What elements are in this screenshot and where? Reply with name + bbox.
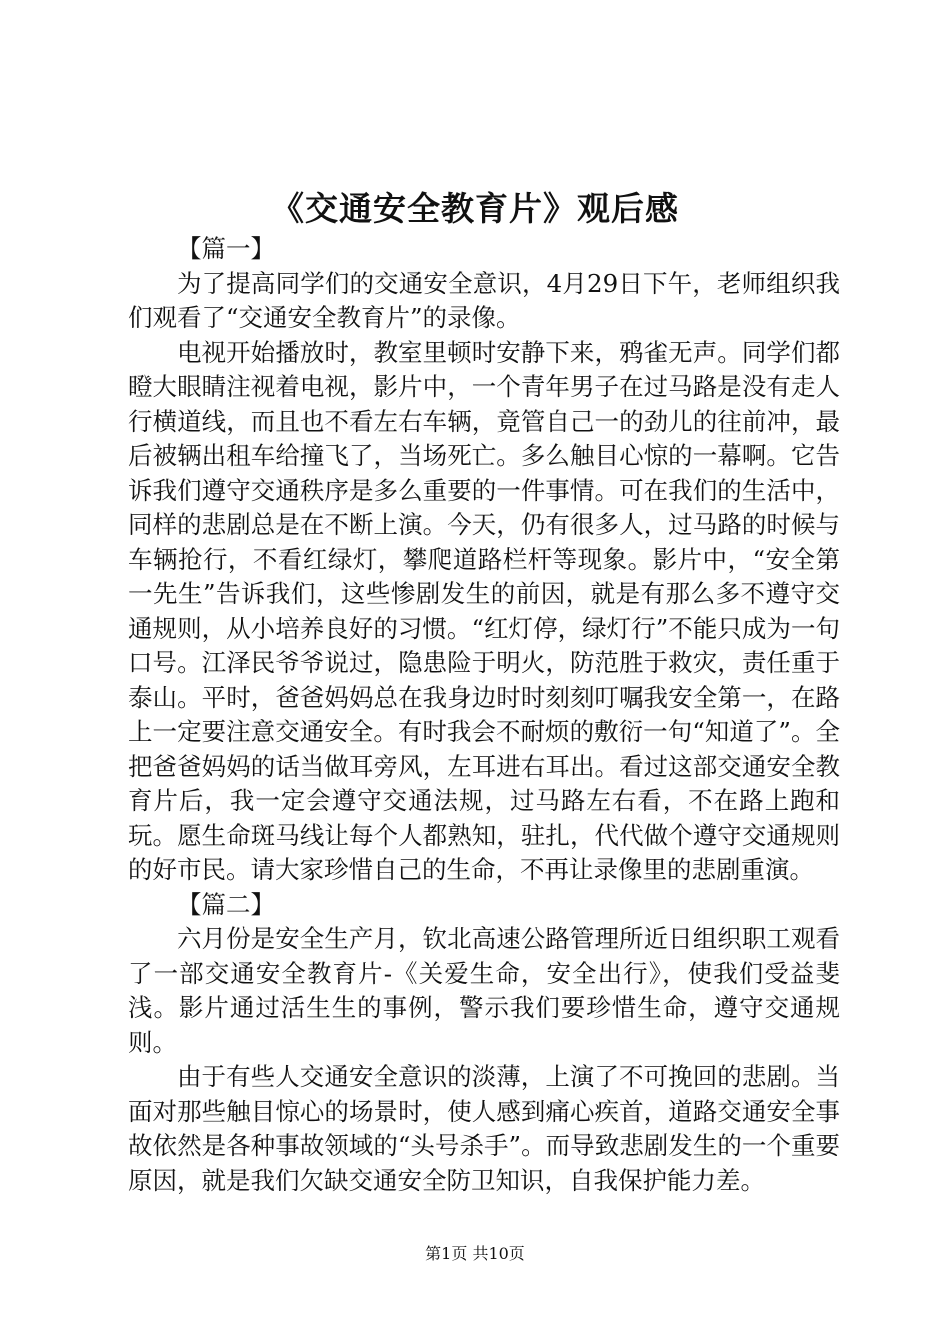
paragraph: 由于有些人交通安全意识的淡薄，上演了不可挽回的悲剧。当面对那些触目惊心的场景时，使人感到痛心疾首，道路交通安全事故依然是各种事故领域的“头号杀手”。而导致悲剧发生的一个重要原因，就是我们欠缺交通安全防卫知识，自我保护能力差。 <box>128 1062 840 1195</box>
paragraph: 为了提高同学们的交通安全意识，4月29日下午，老师组织我们观看了“交通安全教育片”的录像。 <box>128 268 840 332</box>
paragraph: 六月份是安全生产月，钦北高速公路管理所近日组织职工观看了一部交通安全教育片-《关爱生命，安全出行》，使我们受益斐浅。影片通过活生生的事例，警示我们要珍惜生命，遵守交通规则。 <box>128 924 840 1057</box>
section-heading-1: 【篇一】 <box>177 234 275 263</box>
document-body <box>128 232 840 1198</box>
document-title: 《交通安全教育片》观后感 <box>271 189 679 228</box>
page-footer: 第1页 共10页 <box>425 1244 525 1263</box>
section-heading-2: 【篇二】 <box>177 889 275 919</box>
paragraph: 电视开始播放时，教室里顿时安静下来，鸦雀无声。同学们都瞪大眼睛注视着电视，影片中，一个青年男子在过马路是没有走人行横道线，而且也不看左右车辆，竟管自己一的劲儿的往前冲，最后被辆出租车给撞飞了，当场死亡。多么触目心惊的一幕啊。它告诉我们遵守交通秩序是多么重要的一件事情。可在我们的生活中，同样的悲剧总是在不断上演。今天，仍有很多人，过马路的时候与车辆抢行，不看红绿灯，攀爬道路栏杆等现象。影片中，“安全第一先生”告诉我们，这些惨剧发生的前因，就是有那么多不遵守交通规则，从小培养良好的习惯。“红灯停，绿灯行”不能只成为一句口号。江泽民爷爷说过，隐患险于明火，防范胜于救灾，责任重于泰山。平时，爸爸妈妈总在我身边时时刻刻叮嘱我安全第一，在路上一定要注意交通安全。有时我会不耐烦的敷衍一句“知道了”。全把爸爸妈妈的话当做耳旁风，左耳进右耳出。看过这部交通安全教育片后，我一定会遵守交通法规，过马路左右看，不在路上跑和玩。愿生命斑马线让每个人都熟知，驻扎，代代做个遵守交通规则的好市民。请大家珍惜自己的生命，不再让录像里的悲剧重演。 <box>128 337 840 884</box>
